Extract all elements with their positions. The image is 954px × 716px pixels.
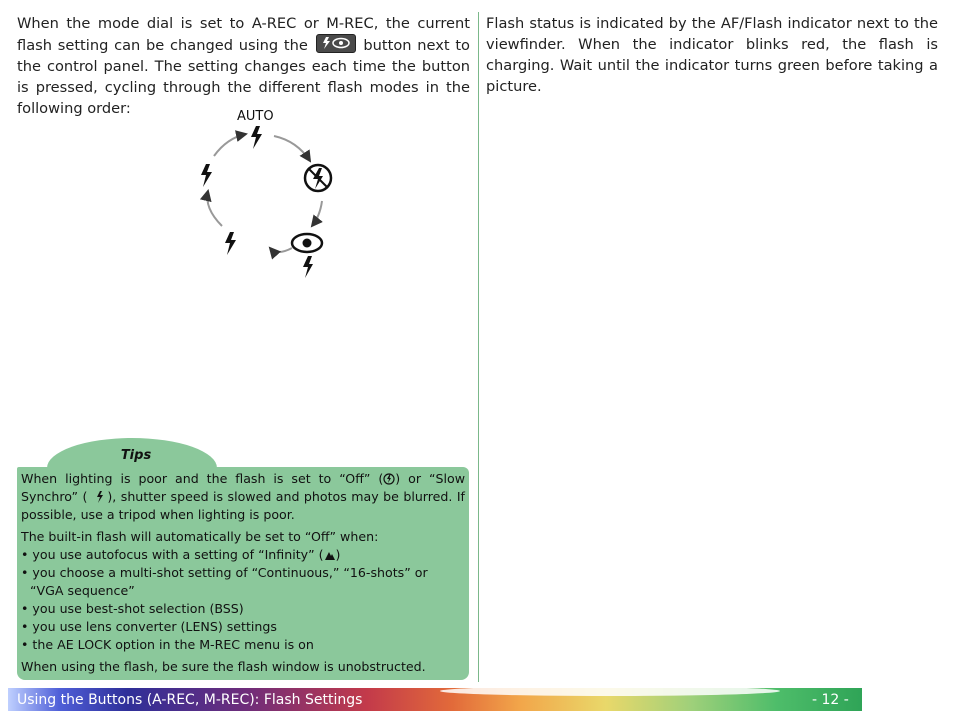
list-item bbox=[21, 546, 465, 564]
auto-flash-icon bbox=[251, 126, 262, 149]
slow-synchro-icon bbox=[225, 232, 236, 255]
intro-text-part1: When the mode dial is set to A-REC or M-REC, the current flash setting can be changed using the bbox=[17, 15, 470, 54]
bullet-1-a: • you use autofocus with a setting of “Infinity” ( bbox=[21, 547, 324, 562]
column-divider bbox=[478, 12, 479, 682]
tips-paragraph-3: When using the flash, be sure the flash window is unobstructed. bbox=[21, 659, 426, 674]
tips-p1-c: ), shutter speed is slowed and photos may be blurred. If possible, use a tripod when lighting is poor. bbox=[21, 489, 465, 522]
list-item: • you use lens converter (LENS) settings bbox=[21, 619, 277, 634]
flash-button-icon bbox=[316, 34, 356, 53]
intro-text-part2: button next to the control panel. The setting changes each time the button is pressed, cycling through the different flash modes in the following order: bbox=[17, 37, 470, 117]
tips-list bbox=[21, 546, 465, 654]
tips-title: Tips bbox=[120, 448, 152, 463]
red-eye-reduction-icon bbox=[292, 234, 322, 278]
auto-label: AUTO bbox=[237, 109, 274, 124]
left-column-text bbox=[17, 13, 470, 119]
flash-off-icon bbox=[305, 165, 331, 191]
bullet-1-b: ) bbox=[335, 547, 341, 562]
infinity-mountain-icon bbox=[324, 549, 336, 561]
page-number: - 12 - bbox=[812, 692, 849, 708]
footer-swoosh bbox=[440, 686, 780, 696]
flash-off-icon bbox=[383, 473, 395, 485]
tips-p1-b: ) or “Slow Synchro” ( bbox=[21, 471, 466, 504]
tips-paragraph-1 bbox=[21, 470, 465, 524]
tips-paragraph-2: The built-in flash will automatically be set to “Off” when: bbox=[21, 529, 379, 544]
right-column-text: Flash status is indicated by the AF/Flash indicator next to the viewfinder. When the indicator blinks red, the flash is charging. Wait until the indicator turns green before taking a picture. bbox=[486, 15, 938, 95]
tips-p1-a: When lighting is poor and the flash is set to “Off” ( bbox=[21, 471, 384, 486]
flash-mode-cycle-diagram bbox=[192, 106, 342, 286]
footer-title: Using the Buttons (A-REC, M-REC): Flash Settings bbox=[17, 692, 363, 708]
list-item: • you use best-shot selection (BSS) bbox=[21, 601, 244, 616]
list-item: • you choose a multi-shot setting of “Continuous,” “16-shots” or “VGA sequence” bbox=[21, 565, 428, 598]
fill-flash-icon bbox=[201, 164, 212, 187]
tips-box bbox=[17, 467, 469, 680]
slow-synchro-icon bbox=[87, 491, 107, 503]
list-item: • the AE LOCK option in the M-REC menu is on bbox=[21, 637, 314, 652]
